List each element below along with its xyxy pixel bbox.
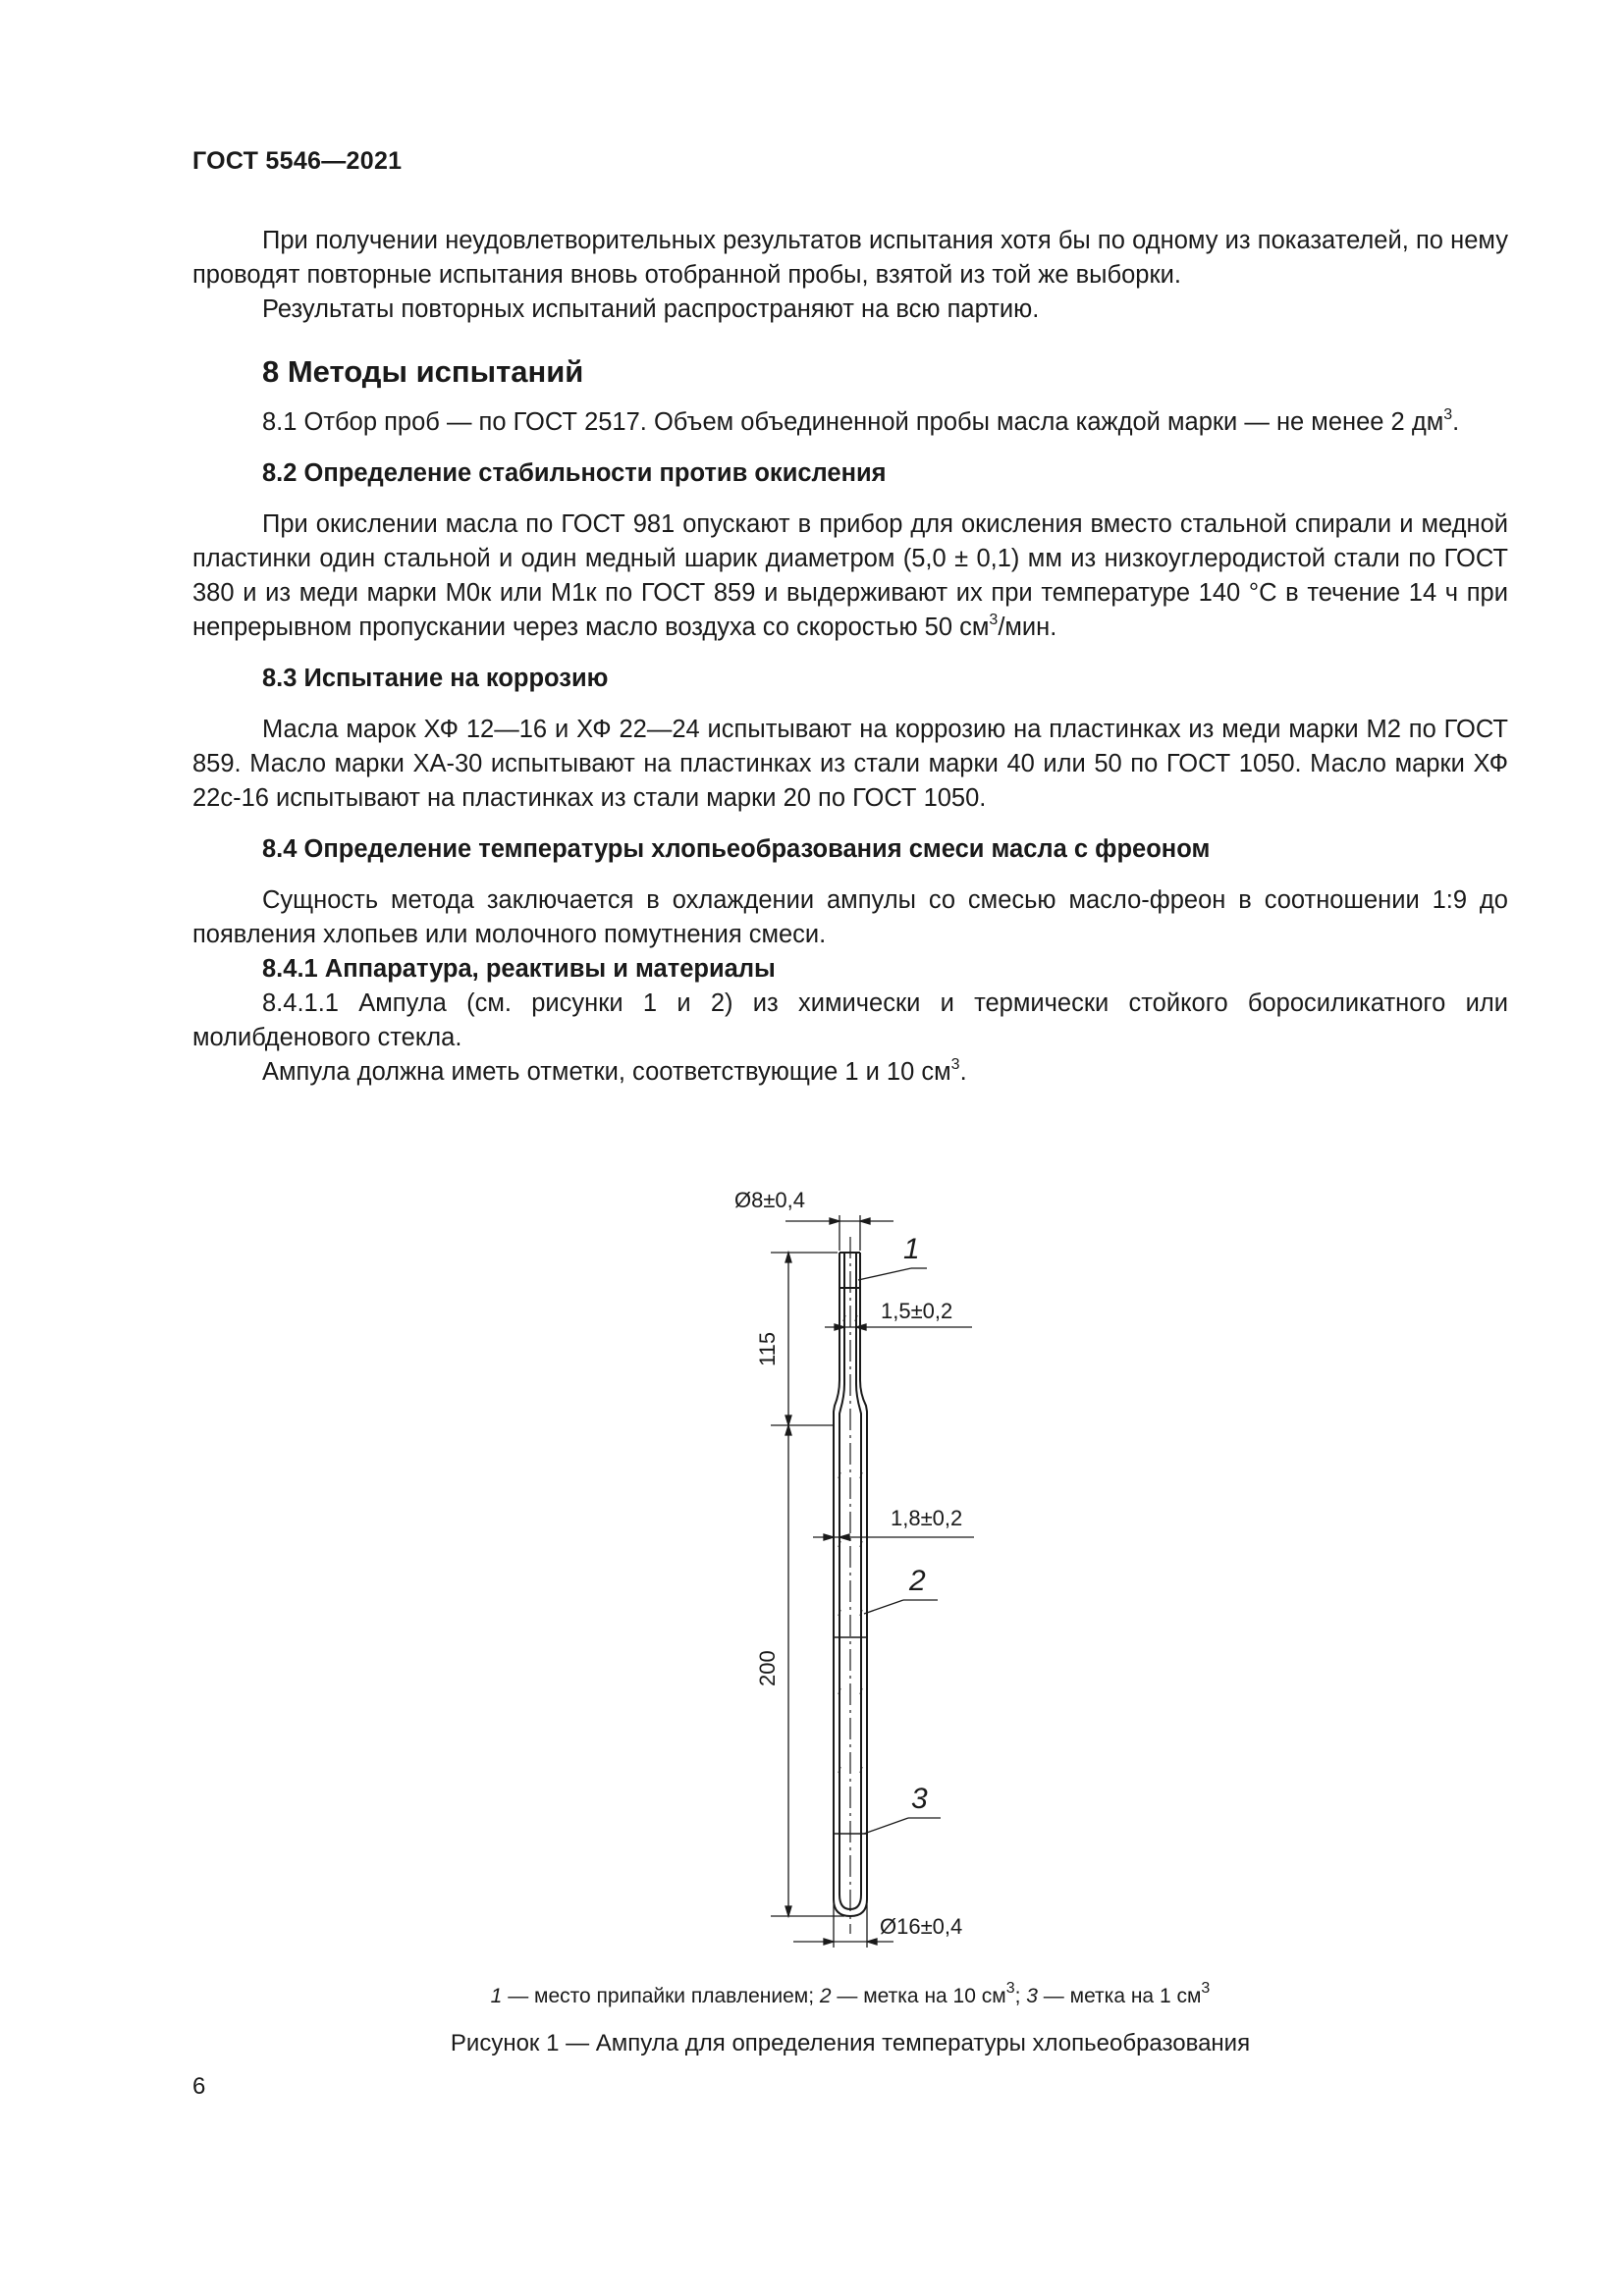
label-3: 3 — [911, 1783, 928, 1815]
dim-top-diameter-label: Ø8±0,4 — [734, 1188, 806, 1212]
dim-wall-bottom — [813, 1534, 974, 1540]
heading-8-2: 8.2 Определение стабильности против окисления — [262, 459, 887, 487]
figure-legend: 1 — место припайки плавлением; 2 — метка на 10 $см^3$; 3 — метка на 1 $см^3$ — [490, 1980, 1211, 2007]
heading-8-3: 8.3 Испытание на коррозию — [262, 665, 609, 692]
paragraph-ampoule-marks: Ампула должна иметь отметки, соответствующие 1 и 10 $см^3$. — [262, 1055, 967, 1086]
dim-length-top-label: 115 — [755, 1331, 780, 1366]
main-text — [192, 224, 1508, 1090]
paragraph-8-1: 8.1 Отбор проб — по ГОСТ 2517. Объем объединенной пробы масла каждой марки — не менее 2 $дм^3$. — [262, 405, 1460, 436]
paragraph-8-4: Сущность метода заключается в охлаждении ампулы со смесью масло-фреон в соотношении 1:9 до появления хлопьев или молочного помутнения смеси. — [192, 886, 1508, 948]
leader-2 — [864, 1600, 938, 1614]
paragraph-repeat-results: Результаты повторных испытаний распространяют на всю партию. — [262, 295, 1040, 323]
paragraph-8-4-1-1: 8.4.1.1 Ампула (см. рисунки 1 и 2) из химически и термически стойкого боросиликатного или молибденового стекла. — [192, 989, 1508, 1051]
paragraph-8-3: Масла марок ХФ 12—16 и ХФ 22—24 испытывают на коррозию на пластинках из меди марки М2 по ГОСТ 859. Масло марки ХА-30 испытывают на пластинках из стали марки 40 или 50 по ГОСТ 1050. Масло марки ХФ 22с-16 испытывают на пластинках из стали марки 20 по ГОСТ 1050. — [192, 716, 1508, 812]
section-title-test-methods: 8 Методы испытаний — [262, 354, 584, 389]
dim-wall-top — [825, 1324, 972, 1330]
leader-3 — [864, 1818, 941, 1834]
dim-length-bottom-label: 200 — [755, 1650, 780, 1686]
dim-wall-bottom-label: 1,8±0,2 — [891, 1506, 963, 1530]
ampoule-svg — [687, 1178, 1041, 1963]
page-number: 6 — [192, 2073, 206, 2100]
dim-wall-top-label: 1,5±0,2 — [881, 1299, 953, 1323]
label-1: 1 — [903, 1233, 920, 1265]
heading-8-4: 8.4 Определение температуры хлопьеобразования смеси масла с фреоном — [262, 835, 1211, 863]
heading-8-4-1: 8.4.1 Аппаратура, реактивы и материалы — [262, 955, 776, 983]
ampoule-drawing — [687, 1178, 1041, 1963]
paragraph-8-2: При окислении масла по ГОСТ 981 опускают в прибор для окисления вместо стальной спирали и медной пластинки один стальной и один медный шарик диаметром (5,0 ± 0,1) мм из низкоуглеродистой стали по ГОСТ 380 и из меди марки М0к или М1к по ГОСТ 859 и выдерживают их при температуре 140 °С в течение 14 ч при непрерывном пропускании через масло воздуха со скоростью 50 $см^3$/мин. — [192, 510, 1508, 641]
dim-bottom-diameter-label: Ø16±0,4 — [880, 1914, 963, 1939]
paragraph-repeat-tests: При получении неудовлетворительных результатов испытания хотя бы по одному из показателей, по нему проводят повторные испытания вновь отобранной пробы, взятой из той же выборки. — [192, 227, 1508, 289]
dim-top-diameter — [785, 1215, 893, 1251]
standard-header: ГОСТ 5546—2021 — [192, 147, 403, 175]
figure-caption: Рисунок 1 — Ампула для определения температуры хлопьеобразования — [450, 2030, 1251, 2056]
leader-1 — [858, 1268, 927, 1280]
dim-bottom-diameter — [793, 1904, 893, 1948]
label-2: 2 — [909, 1565, 926, 1597]
